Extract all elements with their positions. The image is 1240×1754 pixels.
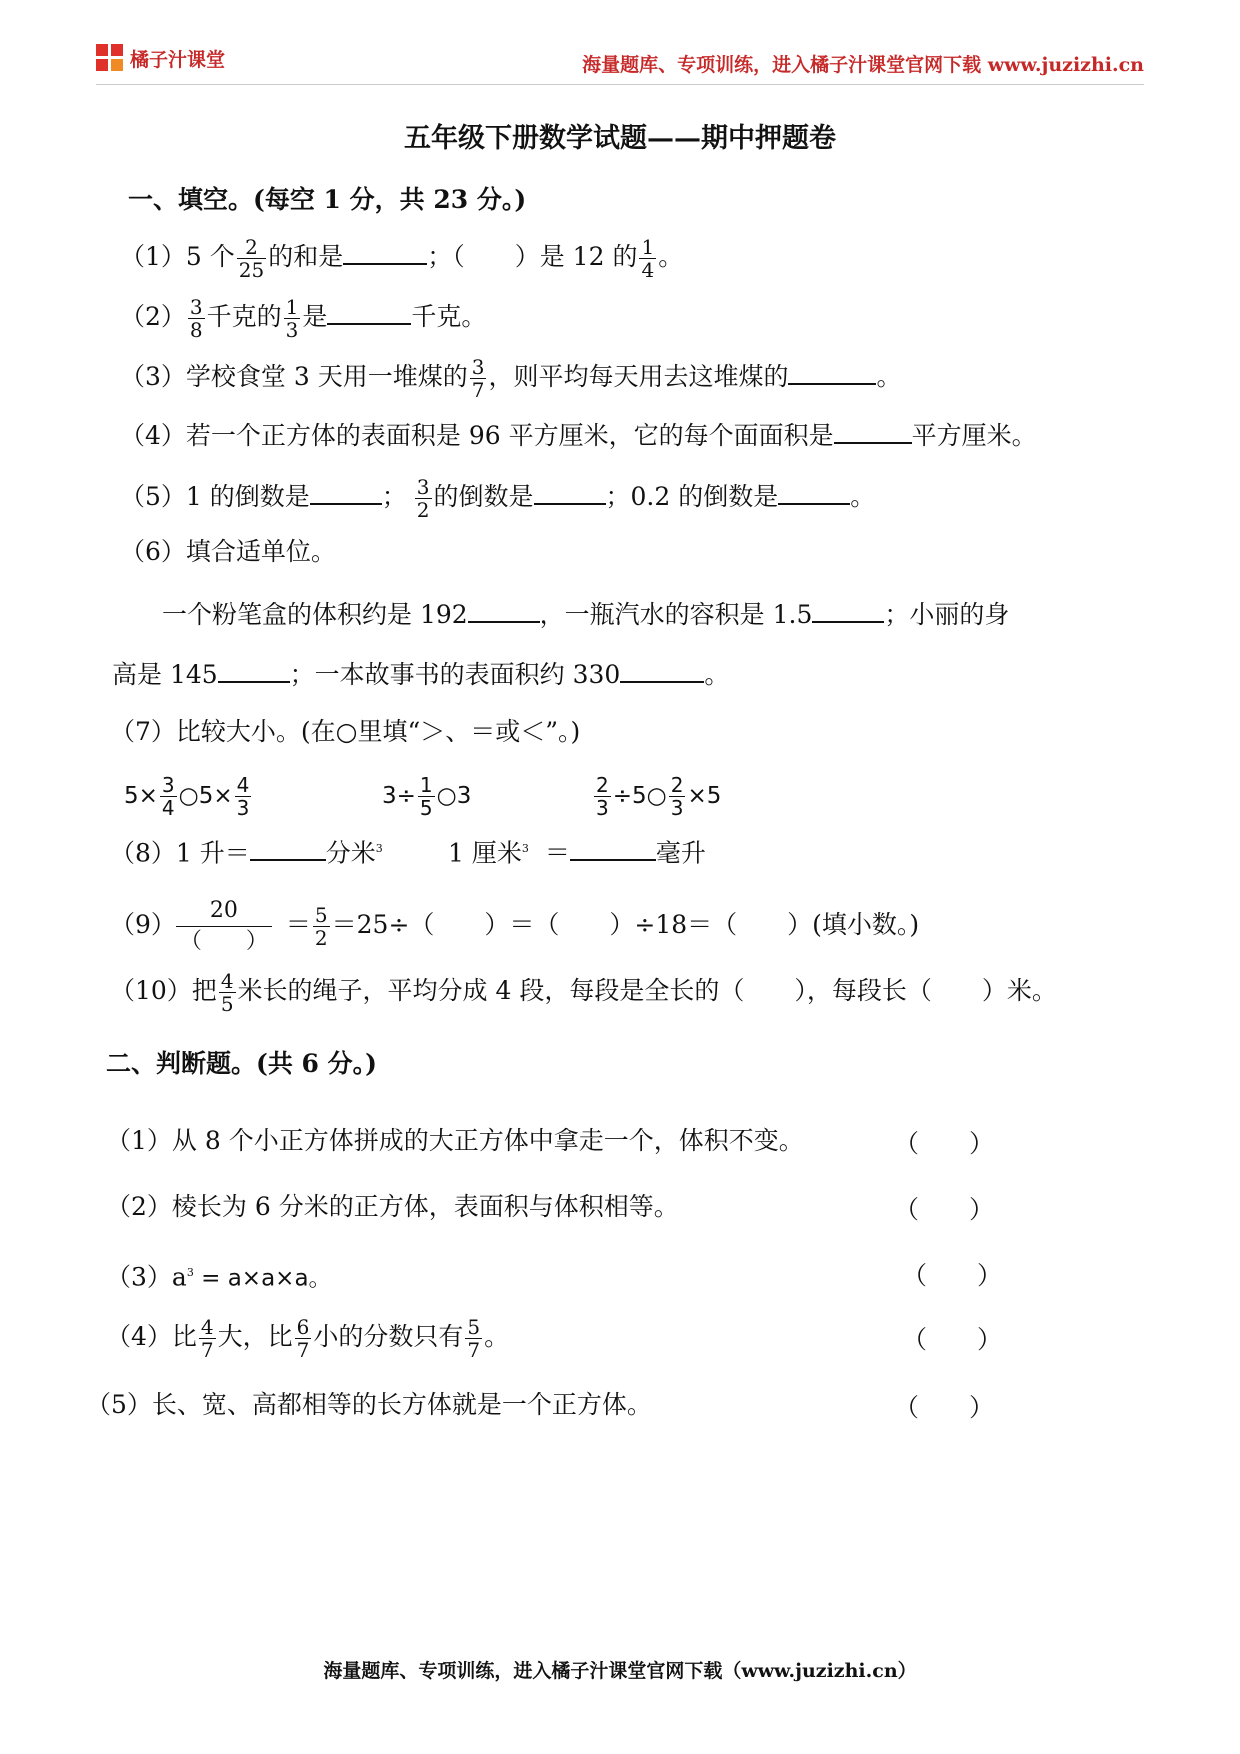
answer-blank[interactable] (343, 239, 427, 265)
answer-blank[interactable] (468, 597, 540, 623)
answer-blank[interactable] (218, 657, 290, 683)
footer-text: 海量题库、专项训练，进入橘子汁课堂官网下载（www.juzizhi.cn） (323, 1660, 917, 1682)
judge-item-4: （4）比 $\frac{4}{7}$ 大，比 $\frac{6}{7}$ 小的分数只有 $\frac{5}{7}$ 。 (106, 1315, 510, 1362)
q8: （8）1 升＝ 分米$^3$ (110, 834, 383, 868)
judge-item-3: $(3)a^3 = a\times a\times a$。 (106, 1262, 332, 1292)
q5: （5）1 的倒数是 ； $\frac{3}{2}$ 的倒数是 ；0.2 的倒数是 。 (120, 475, 876, 522)
fraction: $\frac{2}{25}$ (238, 235, 265, 282)
fraction: $\frac{1}{4}$ (641, 235, 655, 282)
fraction: 20 （ ） (176, 896, 272, 957)
q6-title: （6）填合适单位。 (120, 537, 336, 566)
fraction: $\frac{6}{7}$ (296, 1315, 310, 1362)
q7-expr1: 5× $\frac{3}{4}$ ○5× $\frac{4}{3}$ (124, 773, 250, 820)
fraction: $\frac{3}{4}$ (161, 773, 175, 820)
fraction: $\frac{2}{3}$ (596, 773, 609, 820)
fraction: $\frac{5}{7}$ (467, 1315, 481, 1362)
answer-blank[interactable] (310, 479, 382, 505)
answer-paren[interactable]: （ ） (894, 1195, 995, 1224)
judge-item-1: （1）从 8 个小正方体拼成的大正方体中拿走一个，体积不变。 (106, 1126, 804, 1155)
q1: （1）5 个 $\frac{2}{25}$ 的和是 ；（ ）是 12 的 $\frac{1}{4}$ 。 (120, 235, 684, 282)
answer-blank[interactable] (778, 479, 850, 505)
judge-item-2: （2）棱长为 6 分米的正方体，表面积与体积相等。 (106, 1192, 679, 1221)
logo-icon (96, 44, 124, 72)
fraction: $\frac{3}{8}$ (189, 295, 203, 342)
q4: （4）若一个正方体的表面积是 96 平方厘米，它的每个面面积是 平方厘米。 (120, 418, 1037, 451)
answer-blank[interactable] (834, 418, 912, 444)
fraction: $\frac{4}{3}$ (236, 773, 250, 820)
answer-paren[interactable]: （ ） (894, 1393, 995, 1422)
fraction: $\frac{2}{3}$ (670, 773, 684, 820)
logo-text: 橘子汁课堂 (130, 48, 226, 71)
answer-blank[interactable] (812, 597, 884, 623)
fraction: $\frac{1}{5}$ (419, 773, 433, 820)
section2-heading: 二、判断题。(共 6 分。) (106, 1049, 377, 1078)
q6-line1: 一个粉笔盒的体积约是 192 ，一瓶汽水的容积是 1.5 ；小丽的身 (162, 597, 1009, 630)
answer-paren[interactable]: （ ） (902, 1325, 1003, 1354)
section1-heading: 一、填空。(每空 1 分，共 23 分。) (128, 185, 527, 214)
page-title: 五年级下册数学试题——期中押题卷 (404, 123, 836, 154)
answer-blank[interactable] (620, 657, 704, 683)
q7-expr3: $\frac{2}{3}$ ÷5○ $\frac{2}{3}$ ×5 (596, 773, 722, 820)
answer-blank[interactable] (570, 835, 656, 861)
q7-expr2: 3÷ $\frac{1}{5}$ ○3 (382, 773, 472, 820)
answer-blank[interactable] (250, 835, 326, 861)
q6-line2: 高是 145 ；一本故事书的表面积约 330 。 (112, 657, 729, 690)
fraction: $\frac{5}{2}$ (314, 903, 328, 950)
q7-title: （7）比较大小。(在○里填“＞、＝或＜”。) (110, 717, 581, 746)
header-logo (96, 44, 225, 72)
answer-paren[interactable]: （ ） (902, 1261, 1003, 1290)
fraction: $\frac{4}{7}$ (200, 1315, 214, 1362)
q2: （2） $\frac{3}{8}$ 千克的 $\frac{1}{3}$ 是 千克。 (120, 295, 487, 342)
fraction: $\frac{4}{5}$ (220, 969, 234, 1016)
q3: （3）学校食堂 3 天用一堆煤的 $\frac{3}{7}$ ，则平均每天用去这堆煤的 。 (120, 355, 902, 402)
answer-blank[interactable] (327, 299, 411, 325)
header-tagline: 海量题库、专项训练，进入橘子汁课堂官网下载 www.juzizhi.cn (582, 54, 1144, 76)
answer-blank[interactable] (788, 359, 876, 385)
q10: （10）把 $\frac{4}{5}$ 米长的绳子，平均分成 4 段，每段是全长的（ ），每段长（ ）米。 (110, 969, 1057, 1016)
fraction: $\frac{1}{3}$ (285, 295, 299, 342)
answer-blank[interactable] (534, 479, 606, 505)
q9: （9） 20 （ ） ＝ $\frac{5}{2}$ ＝25÷（ ）＝（ ）÷18＝（ ）(填小数。) (110, 896, 919, 957)
answer-paren[interactable]: （ ） (894, 1129, 995, 1158)
fraction: $\frac{3}{2}$ (416, 475, 430, 522)
judge-item-5: （5）长、宽、高都相等的长方体就是一个正方体。 (86, 1390, 652, 1419)
fraction: $\frac{3}{7}$ (471, 355, 485, 402)
q8-part2: 1 厘米$^3$ ＝ 毫升 (448, 834, 706, 868)
header-divider (96, 84, 1144, 85)
